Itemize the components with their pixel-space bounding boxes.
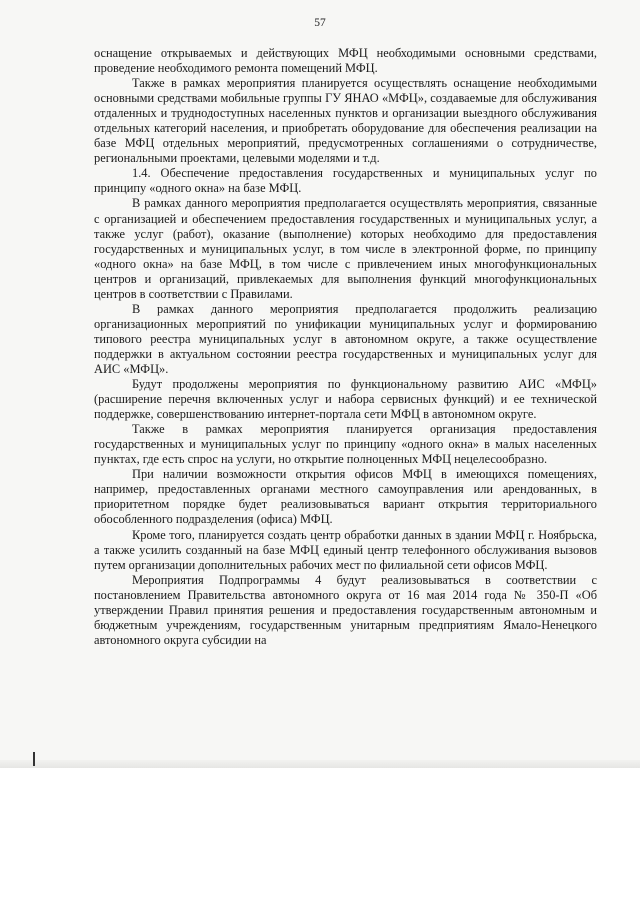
paragraph-continuation: оснащение открываемых и действующих МФЦ необходимыми основными средствами, проведение необходимого ремонта помещений МФЦ. bbox=[94, 46, 597, 76]
paragraph-activities: В рамках данного мероприятия предполагается осуществлять мероприятия, связанные с организацией и обеспечением предоставления государственных и муниципальных услуг, а также услуг (работ), оказание (выполнение) которых необходимо для предоставления государственных и муниципальных услуг, в том числе в электронной форме, по принципу «одного окна» на базе МФЦ, в том числе с привлечением иных многофункциональных центров и организаций, привлекаемых для выполнения функций многофункциональных центров в соответствии с Правилами. bbox=[94, 196, 597, 301]
paragraph-ais-development: Будут продолжены мероприятия по функциональному развитию АИС «МФЦ» (расширение перечня включенных услуг и набора сервисных функций) и ее технической поддержке, совершенствованию интернет-портала сети МФЦ в автономном округе. bbox=[94, 377, 597, 422]
scan-margin-mark bbox=[33, 752, 35, 766]
document-body bbox=[94, 46, 597, 648]
paragraph-resolution: Мероприятия Подпрограммы 4 будут реализовываться в соответствии с постановлением Правительства автономного округа от 16 мая 2014 года № 350-П «Об утверждении Правил принятия решения и предоставления государственным автономным и бюджетным учреждениям, государственным унитарным предприятиям Ямало-Ненецкого автономного округа субсидии на bbox=[94, 572, 597, 647]
scan-edge bbox=[0, 760, 640, 768]
paragraph-offices: При наличии возможности открытия офисов МФЦ в имеющихся помещениях, например, предоставленных органами местного самоуправления или арендованных, в приоритетном порядке будет реализовываться вариант открытия территориального обособленного подразделения (офиса) МФЦ. bbox=[94, 467, 597, 527]
paragraph-data-center: Кроме того, планируется создать центр обработки данных в здании МФЦ г. Ноябрьска, а также усилить созданный на базе МФЦ единый центр телефонного обслуживания вызовов путем организации дополнительных рабочих мест по филиальной сети офисов МФЦ. bbox=[94, 527, 597, 572]
section-heading-1-4: 1.4. Обеспечение предоставления государственных и муниципальных услуг по принципу «одного окна» на базе МФЦ. bbox=[94, 166, 597, 196]
page-number: 57 bbox=[314, 17, 326, 29]
paragraph-unification: В рамках данного мероприятия предполагается продолжить реализацию организационных мероприятий по унификации муниципальных услуг и формированию типового реестра муниципальных услуг в автономном округе, а также осуществление поддержки в актуальном состоянии реестра государственных и муниципальных услуг для АИС «МФЦ». bbox=[94, 301, 597, 376]
paragraph-equipment: Также в рамках мероприятия планируется осуществлять оснащение необходимыми основными средствами мобильные группы ГУ ЯНАО «МФЦ», создаваемые для обслуживания отдаленных и труднодоступных населенных пунктов и организации выездного обслуживания отдельных категорий населения, и приобретать оборудование для обеспечения реализации на базе МФЦ отдельных мероприятий, предусмотренных соглашениями о сотрудничестве, региональными проектами, целевыми моделями и т.д. bbox=[94, 76, 597, 166]
paragraph-small-settlements: Также в рамках мероприятия планируется организация предоставления государственных и муниципальных услуг по принципу «одного окна» в малых населенных пунктах, где есть спрос на услуги, но открытие полноценных МФЦ нецелесообразно. bbox=[94, 422, 597, 467]
